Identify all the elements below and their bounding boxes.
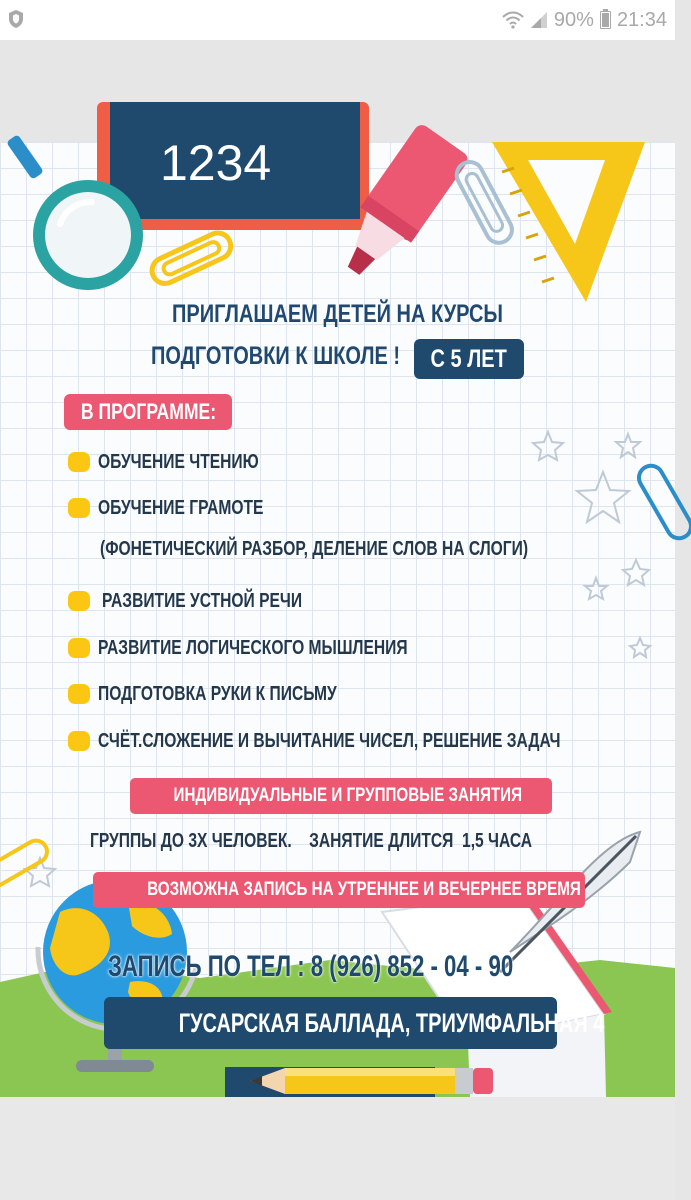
age-badge: С 5 ЛЕТ [414,339,524,379]
groups-info: ГРУППЫ ДО 3Х ЧЕЛОВЕК. ЗАНЯТИЕ ДЛИТСЯ 1,5 ЧАСА [90,830,533,852]
schedule-banner: ВОЗМОЖНА ЗАПИСЬ НА УТРЕННЕЕ И ВЕЧЕРНЕЕ ВРЕМЯ [93,872,585,908]
bullet-icon [68,591,90,611]
bullet-icon [68,638,90,658]
paperclip-icon-right [635,461,691,542]
pencil-icon [250,1068,493,1094]
battery-icon [600,11,611,29]
program-item: РАЗВИТИЕ УСТНОЙ РЕЧИ [68,586,359,616]
bullet-icon [68,684,90,704]
paperclip-icon [148,229,235,288]
program-item-note: (ФОНЕТИЧЕСКИЙ РАЗБОР, ДЕЛЕНИЕ СЛОВ НА СЛОГИ) [100,538,529,560]
ruler-triangle-icon [492,142,645,302]
wifi-icon [502,11,524,29]
clock: 21:34 [616,8,667,31]
program-item: ПОДГОТОВКА РУКИ К ПИСЬМУ [68,679,404,709]
course-poster [0,135,675,1097]
status-bar [0,0,675,40]
shield-icon [8,9,24,29]
bullet-icon [68,452,90,472]
bullet-icon [68,498,90,518]
board-digits: 1234 [160,135,272,191]
bullet-icon [68,731,90,751]
program-item: СЧЁТ.СЛОЖЕНИЕ И ВЫЧИТАНИЕ ЧИСЕЛ, РЕШЕНИЕ ЗАДАЧ [68,726,691,756]
program-item: ОБУЧЕНИЕ ЧТЕНИЮ [68,447,304,477]
lessons-type-banner: ИНДИВИДУАЛЬНЫЕ И ГРУППОВЫЕ ЗАНЯТИЯ [130,778,552,814]
bottom-area [0,1097,675,1200]
battery-percent: 90% [553,8,594,31]
program-heading: В ПРОГРАММЕ: [64,394,232,430]
phone-number: ЗАПИСЬ ПО ТЕЛ : 8 (926) 852 - 04 - 90 [108,950,514,983]
address-banner: ГУСАРСКАЯ БАЛЛАДА, ТРИУМФАЛЬНАЯ 4 [104,997,557,1049]
poster-title-line-2: ПОДГОТОВКИ К ШКОЛЕ ! [150,342,401,370]
program-item: РАЗВИТИЕ ЛОГИЧЕСКОГО МЫШЛЕНИЯ [68,633,495,663]
chalkboard-illustration [97,102,369,230]
poster-title-line-1: ПРИГЛАШАЕМ ДЕТЕЙ НА КУРСЫ [171,300,504,328]
signal-icon [530,11,548,29]
program-item: ОБУЧЕНИЕ ГРАМОТЕ [68,493,310,523]
